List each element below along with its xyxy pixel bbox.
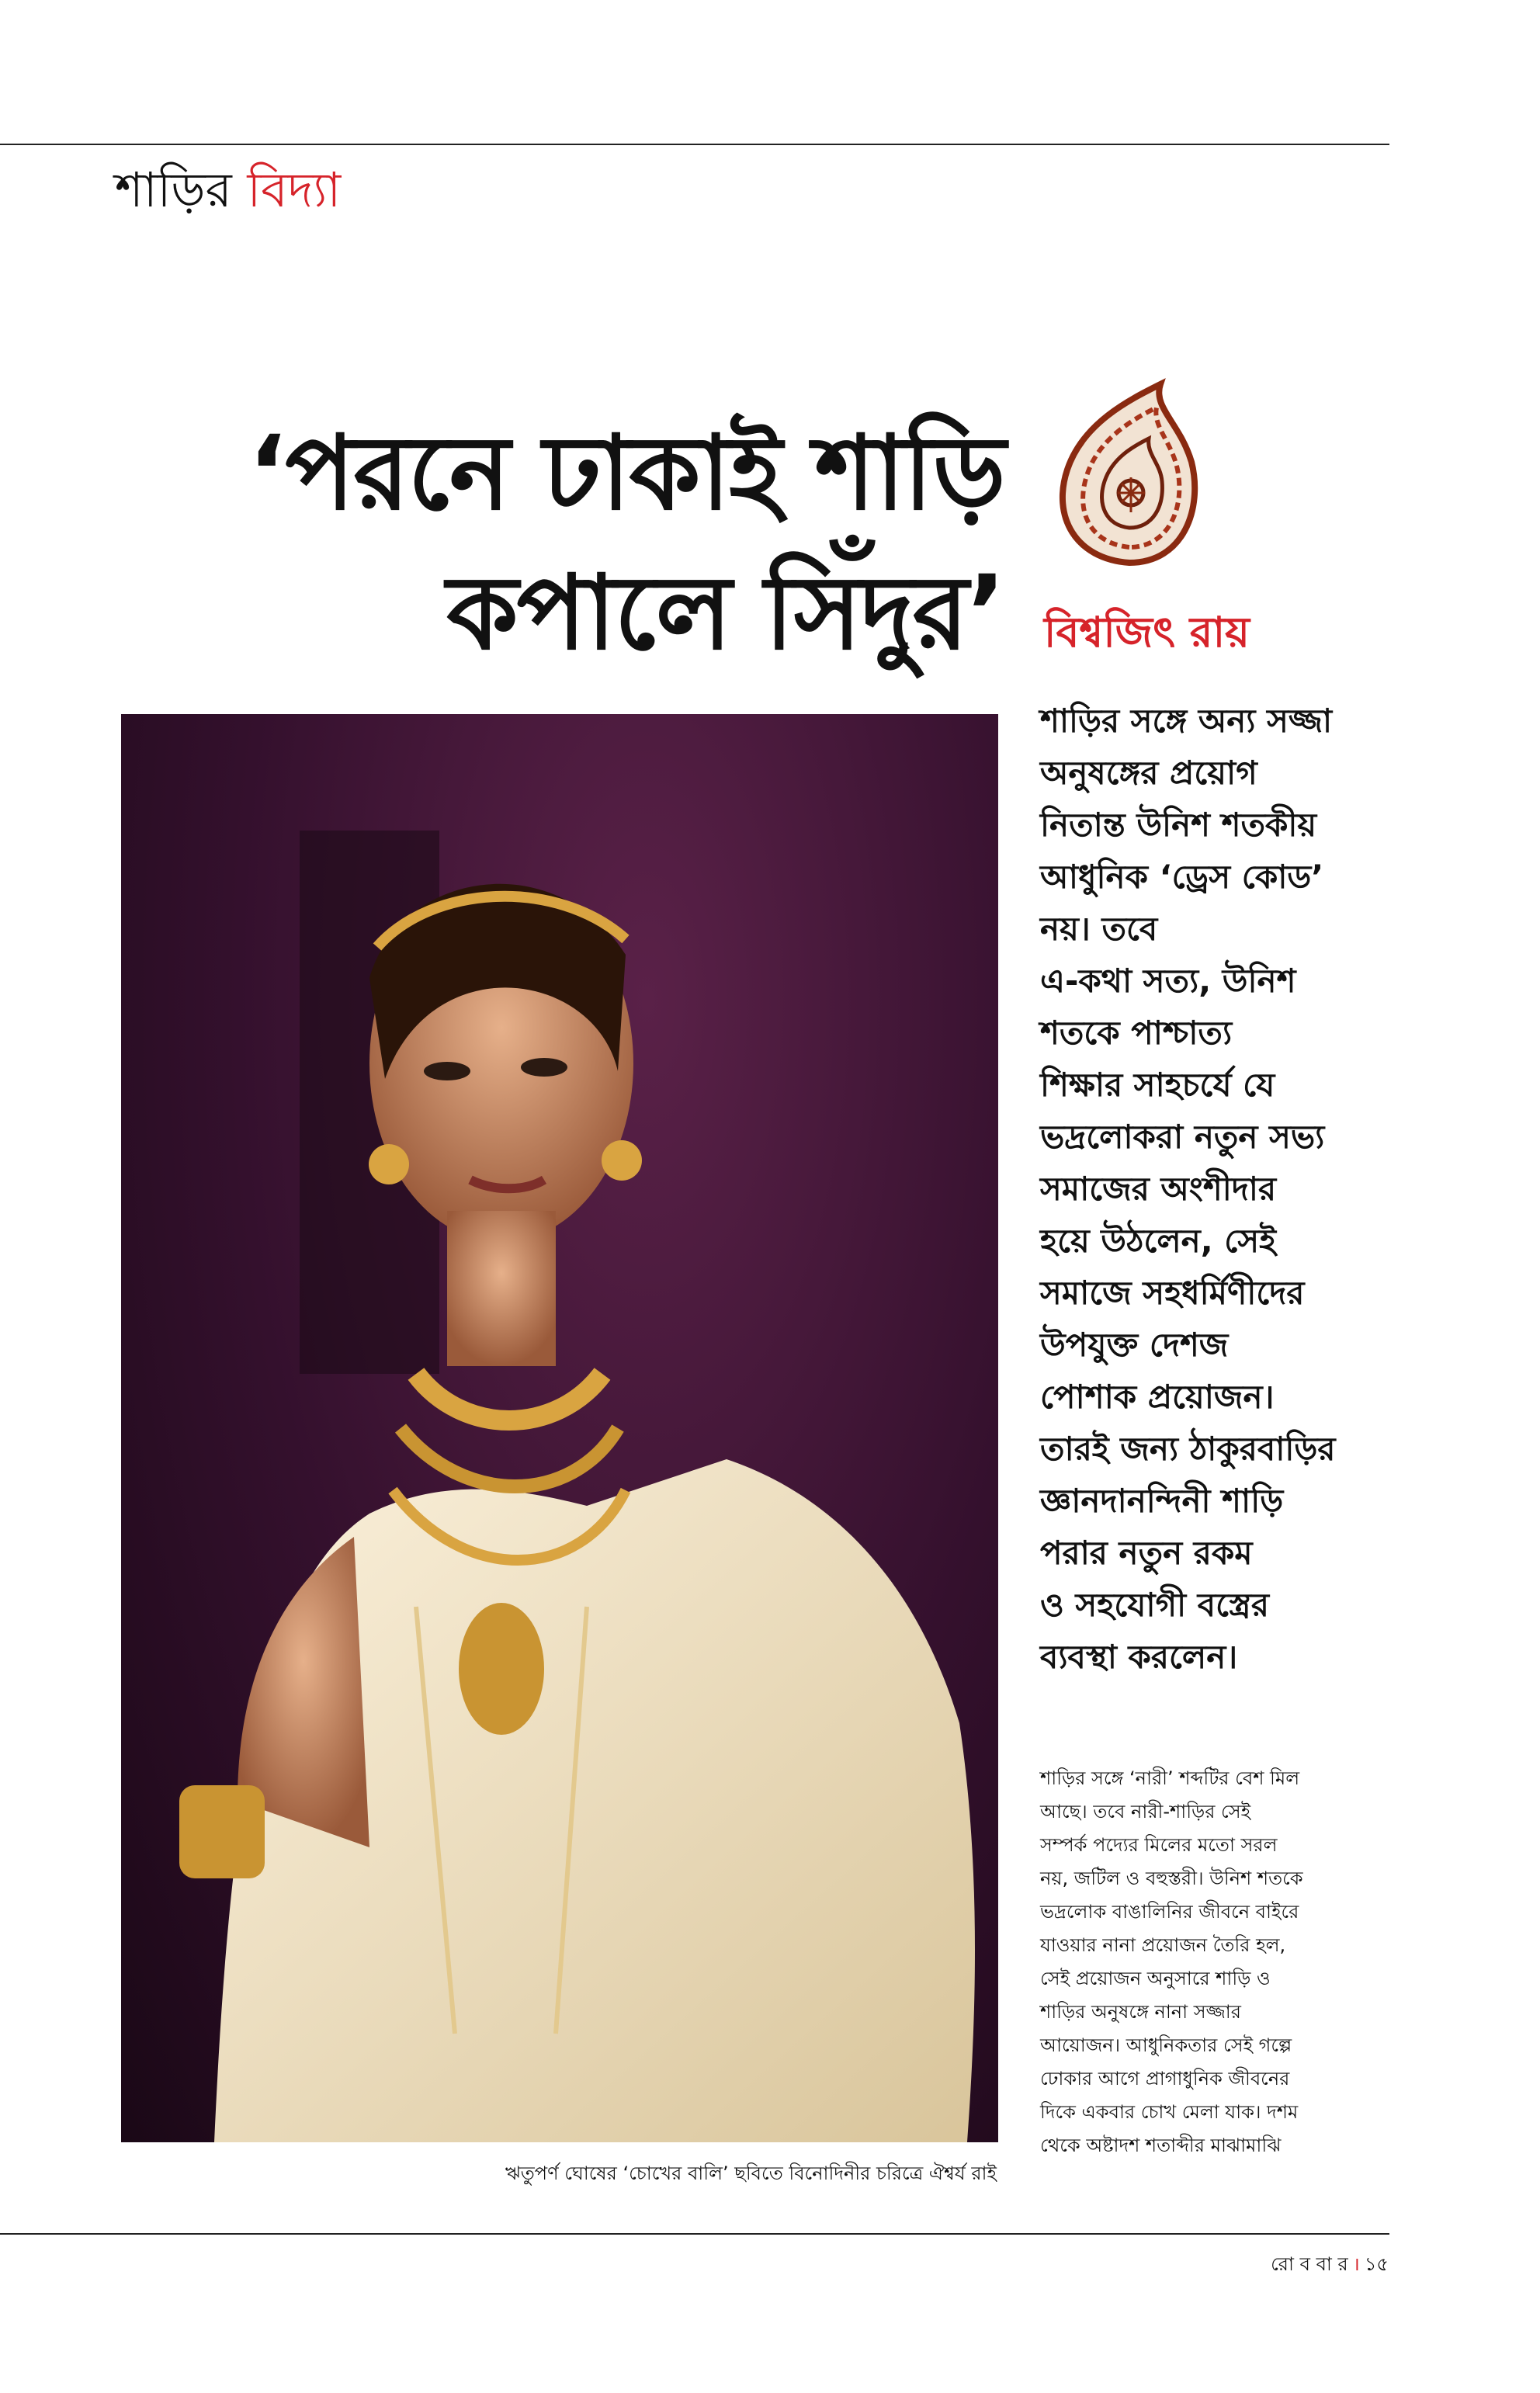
paisley-icon: [1044, 376, 1215, 571]
body-line: যাওয়ার নানা প্রয়োজন তৈরি হল,: [1040, 1934, 1286, 1956]
intro-line: পোশাক প্রয়োজন।: [1040, 1378, 1275, 1416]
body-line: আয়োজন। আধুনিকতার সেই গল্পে: [1040, 2034, 1292, 2056]
intro-line: জ্ঞানদানন্দিনী শাড়ি: [1040, 1482, 1284, 1520]
headline-line-2: কপালে সিঁদুর’: [446, 553, 1004, 673]
page-number: ১৫: [1364, 2253, 1389, 2275]
section-label: [115, 155, 341, 225]
intro-line: শতকে পাশ্চাত্য: [1040, 1014, 1233, 1052]
body-line: শাড়ির অনুষঙ্গে নানা সজ্জার: [1040, 2001, 1241, 2023]
top-rule: [0, 144, 1389, 145]
body-line: থেকে অষ্টাদশ শতাব্দীর মাঝামাঝি: [1040, 2135, 1282, 2156]
headline-line-1: ‘পরনে ঢাকাই শাড়ি: [248, 414, 1004, 533]
intro-line: হয়ে উঠলেন, সেই: [1040, 1222, 1276, 1260]
intro-line: এ-কথা সত্য, উনিশ: [1040, 962, 1296, 1000]
intro-line: অনুষঙ্গের প্রয়োগ: [1040, 754, 1257, 792]
body-line: আছে। তবে নারী-শাড়ির সেই: [1040, 1801, 1251, 1822]
intro-line: তারই জন্য ঠাকুরবাড়ির: [1040, 1430, 1336, 1468]
intro-line: সমাজে সহধর্মিণীদের: [1040, 1274, 1305, 1312]
photo-caption: ঋতুপর্ণ ঘোষের ‘চোখের বালি’ ছবিতে বিনোদিনীর চরিত্রে ঐশ্বর্য রাই: [505, 2162, 997, 2184]
section-label-accent: বিদ্যা: [247, 161, 342, 218]
intro-line: ভদ্রলোকরা নতুন সভ্য: [1040, 1118, 1325, 1156]
intro-line: ব্যবস্থা করলেন।: [1040, 1638, 1238, 1676]
intro-line: পরার নতুন রকম: [1040, 1534, 1253, 1572]
page-folio: [1271, 2247, 1389, 2281]
body-line: ঢোকার আগে প্রাগাধুনিক জীবনের: [1040, 2068, 1290, 2090]
hero-photo: [121, 714, 998, 2142]
intro-line: আধুনিক ‘ড্রেস কোড’: [1040, 858, 1324, 896]
intro-line: শাড়ির সঙ্গে অন্য সজ্জা: [1040, 702, 1333, 740]
body-line: সেই প্রয়োজন অনুসারে শাড়ি ও: [1040, 1968, 1271, 1989]
folio-separator: ।: [1352, 2253, 1360, 2275]
magazine-name: রো ব বা র: [1271, 2253, 1348, 2275]
body-line: দিকে একবার চোখ মেলা যাক। দশম: [1040, 2101, 1299, 2123]
intro-line: সমাজের অংশীদার: [1040, 1170, 1277, 1208]
body-paragraph: [1040, 1762, 1389, 2162]
intro-line: নয়। তবে: [1040, 910, 1158, 948]
intro-line: শিক্ষার সাহচর্যে যে: [1040, 1066, 1275, 1104]
body-line: সম্পর্ক পদ্যের মিলের মতো সরল: [1040, 1834, 1278, 1856]
intro-paragraph: [1040, 695, 1389, 1683]
intro-line: উপযুক্ত দেশজ: [1040, 1326, 1229, 1364]
intro-line: ও সহযোগী বস্ত্রের: [1040, 1586, 1270, 1624]
byline: বিশ্বজিৎ রায়: [1044, 608, 1250, 657]
intro-line: নিতান্ত উনিশ শতকীয়: [1040, 806, 1317, 844]
headline: [248, 404, 1004, 683]
section-label-prefix: শাড়ির: [115, 161, 232, 218]
body-line: শাড়ির সঙ্গে ‘নারী’ শব্দটির বেশ মিল: [1040, 1767, 1300, 1789]
bottom-rule: [0, 2233, 1389, 2235]
body-line: ভদ্রলোক বাঙালিনির জীবনে বাইরে: [1040, 1901, 1299, 1923]
body-line: নয়, জটিল ও বহুস্তরী। উনিশ শতকে: [1040, 1868, 1303, 1889]
